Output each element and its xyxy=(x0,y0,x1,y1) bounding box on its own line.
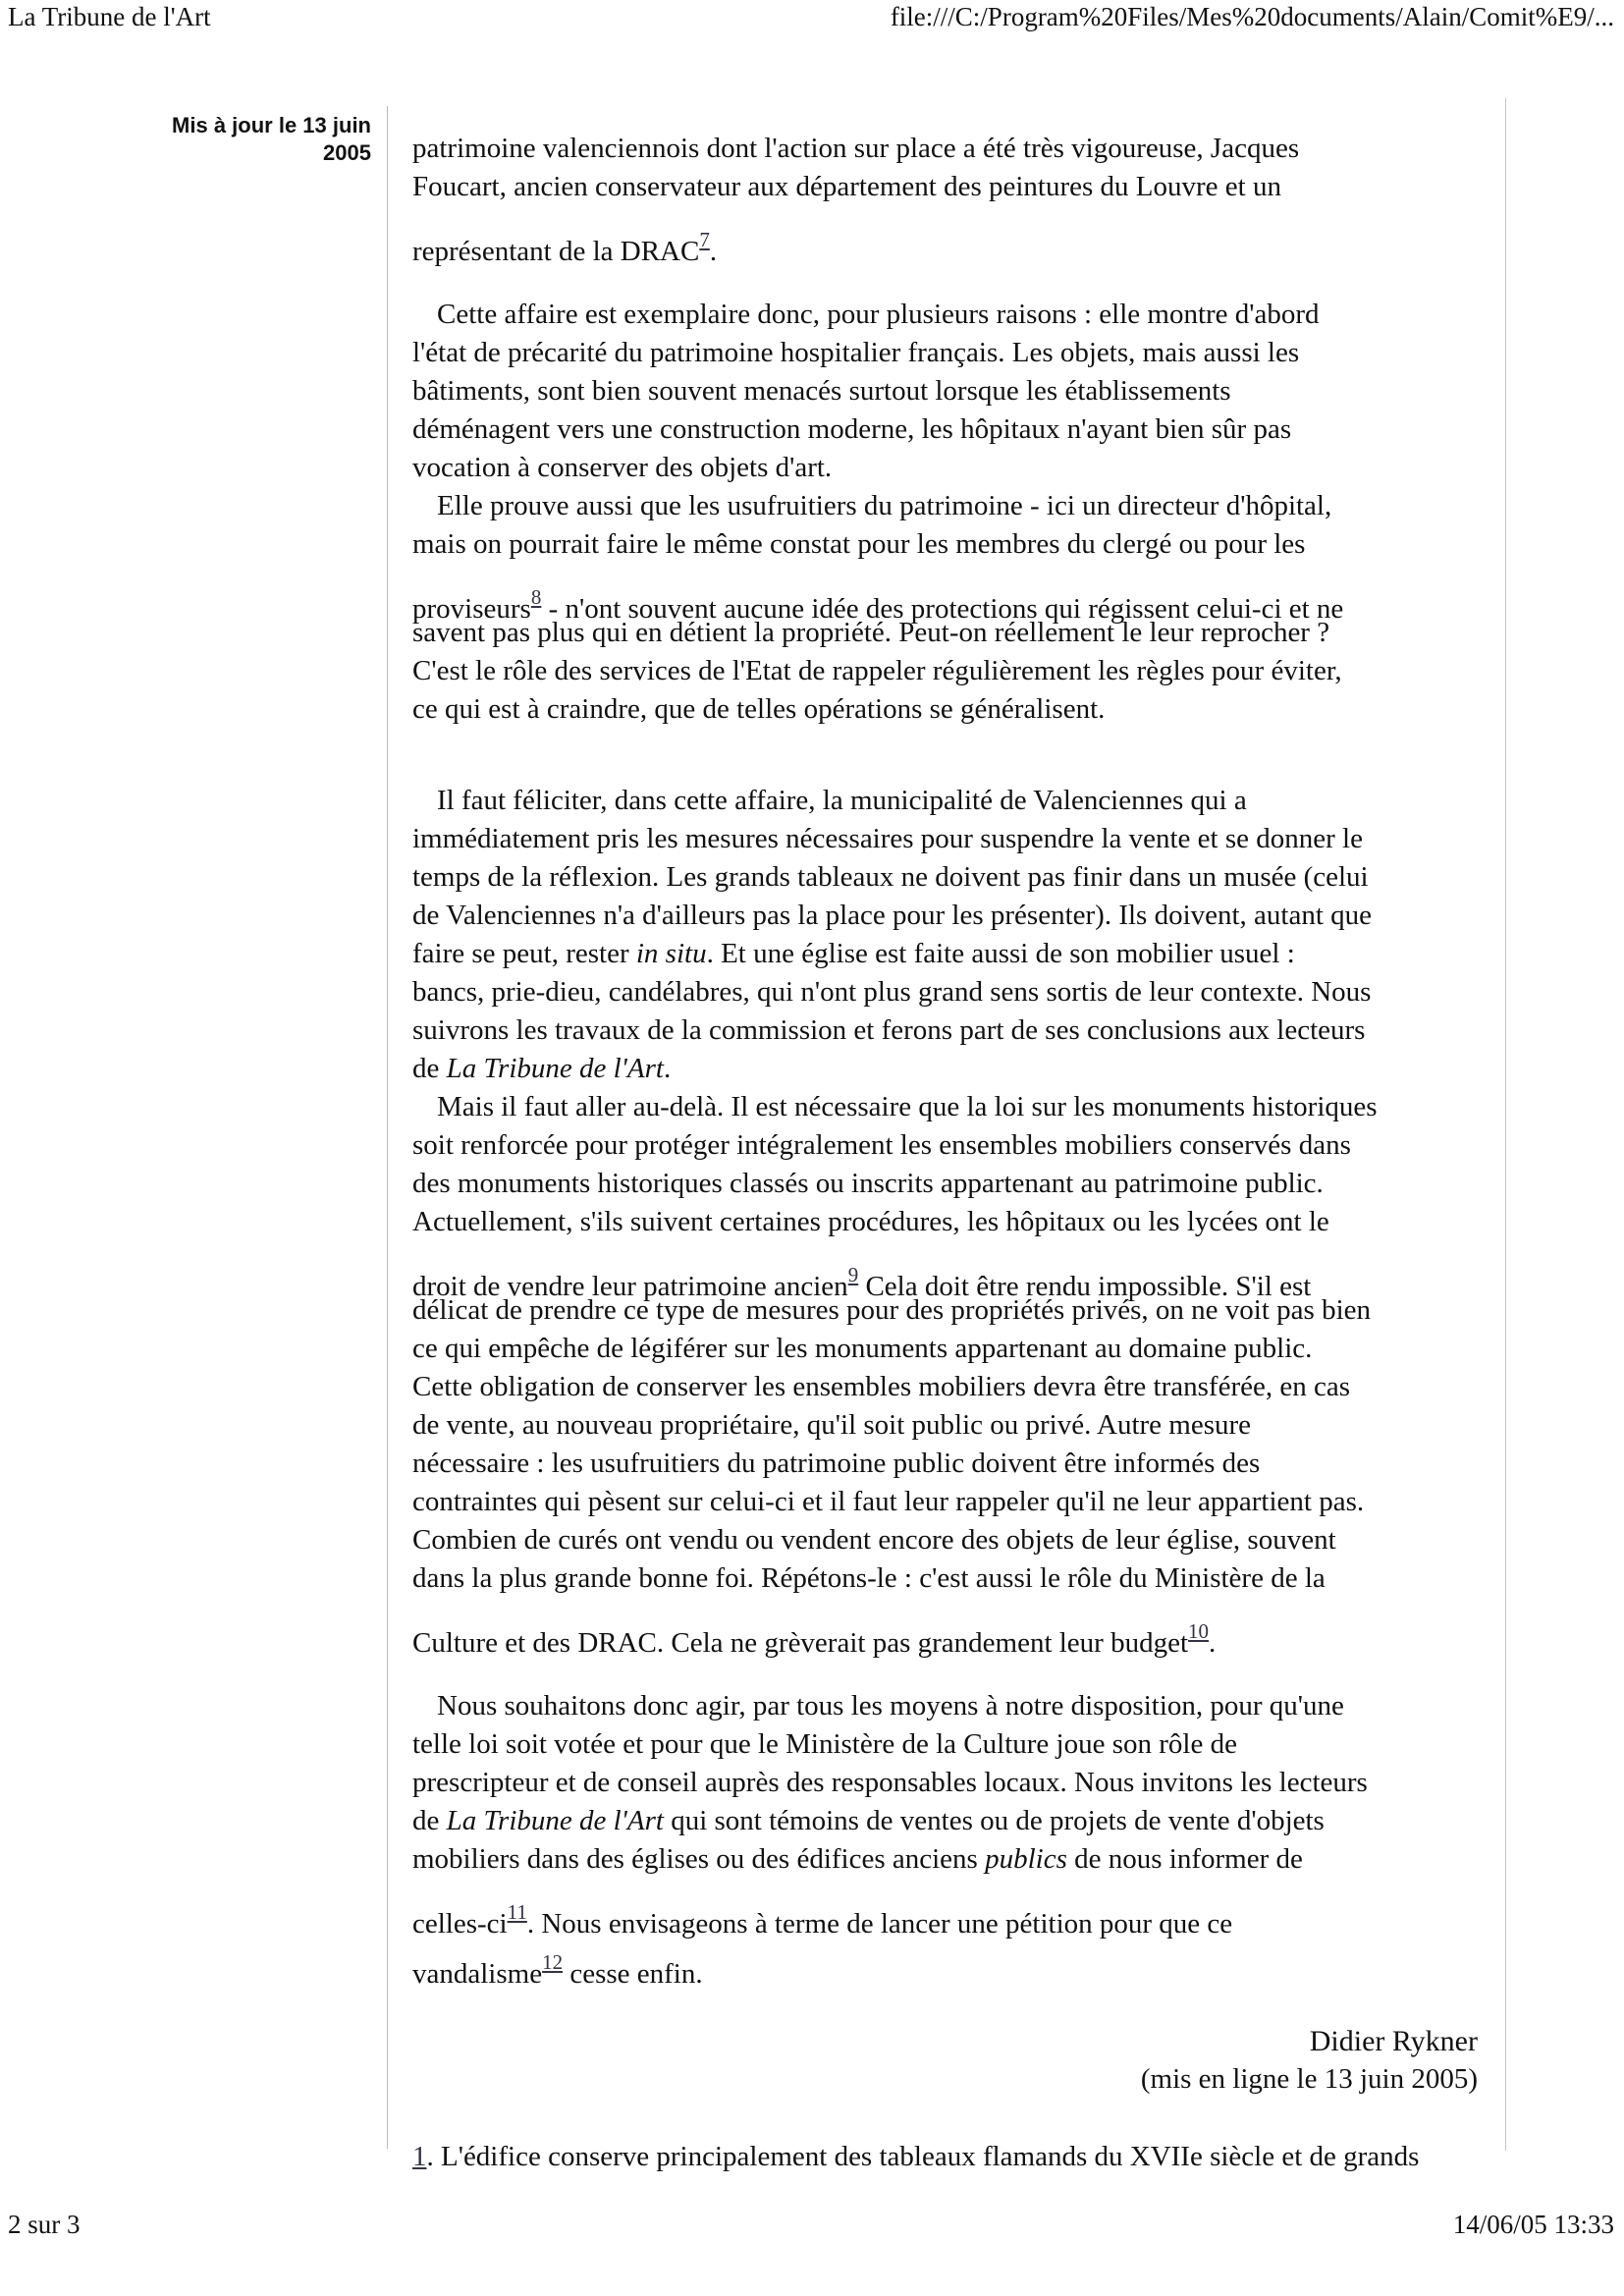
text-line: Combien de curés ont vendu ou vendent encore des objets de leur église, souvent xyxy=(412,1524,1336,1556)
text-span: qui sont témoins de ventes ou de projets de vente d'objets xyxy=(663,1805,1325,1836)
text-line: ce qui est à craindre, que de telles opérations se généralisent. xyxy=(412,693,1106,725)
text-line xyxy=(412,564,1492,625)
text-line: Mais il faut aller au-delà. Il est nécessaire que la loi sur les monuments historiques xyxy=(437,1091,1378,1122)
left-column-rule xyxy=(387,106,388,2149)
text-line: délicat de prendre ce type de mesures pour des propriétés privés, on ne voit pas bien xyxy=(412,1294,1372,1326)
text-span: Culture et des DRAC. Cela ne grèverait pas grandement leur budget xyxy=(412,1627,1189,1659)
update-note-line1: Mis à jour le 13 juin xyxy=(172,113,371,137)
footnote-link-11[interactable]: 11 xyxy=(507,1900,527,1924)
footnote-link-12[interactable]: 12 xyxy=(542,1950,564,1974)
text-line: savent pas plus qui en détient la propriété. Peut-on réellement le leur reprocher ? xyxy=(412,617,1330,648)
text-span: faire se peut, rester xyxy=(412,938,636,969)
right-column-rule xyxy=(1505,98,1506,2151)
text-span: représentant de la DRAC xyxy=(412,236,700,267)
update-note xyxy=(137,112,371,167)
text-line: nécessaire : les usufruitiers du patrimoine public doivent être informés des xyxy=(412,1448,1261,1479)
text-line: de Valenciennes n'a d'ailleurs pas la place pour les présenter). Ils doivent, autant que xyxy=(412,900,1373,931)
text-line: l'état de précarité du patrimoine hospitalier français. Les objets, mais aussi les xyxy=(412,337,1300,368)
text-span: - n'ont souvent aucune idée des protections qui régissent celui-ci et ne xyxy=(541,593,1344,625)
footnote-text: . L'édifice conserve principalement des tableaux flamands du XVIIe siècle et de grands xyxy=(426,2141,1420,2172)
text-line: vocation à conserver des objets d'art. xyxy=(412,452,833,483)
footnote-1 xyxy=(412,2138,1492,2176)
text-line xyxy=(412,1050,1492,1088)
text-line: Foucart, ancien conservateur aux département des peintures du Louvre et un xyxy=(412,171,1281,202)
text-span: Cela doit être rendu impossible. S'il est xyxy=(858,1271,1312,1302)
text-line: Elle prouve aussi que les usufruitiers du patrimoine - ici un directeur d'hôpital, xyxy=(437,490,1332,521)
page-header-url: file:///C:/Program%20Files/Mes%20documents/Alain/Comit%E9/... xyxy=(890,2,1614,31)
publication-title: La Tribune de l'Art xyxy=(446,1053,664,1084)
text-line xyxy=(412,1241,1492,1302)
text-span: proviseurs xyxy=(412,593,531,625)
text-line: bâtiments, sont bien souvent menacés surtout lorsque les établissements xyxy=(412,375,1231,407)
footnote-link-8[interactable]: 8 xyxy=(530,585,542,609)
text-line: soit renforcée pour protéger intégralement les ensembles mobiliers conservés dans xyxy=(412,1129,1351,1161)
italic-term: in situ xyxy=(635,938,707,969)
text-line: Il faut féliciter, dans cette affaire, la municipalité de Valenciennes qui a xyxy=(437,785,1247,816)
paragraph-3 xyxy=(412,487,1492,729)
text-line: dans la plus grande bonne foi. Répétons-le : c'est aussi le rôle du Ministère de la xyxy=(412,1562,1326,1594)
text-span: . Nous envisageons à terme de lancer une pétition pour que ce xyxy=(526,1908,1233,1940)
footnote-link-7[interactable]: 7 xyxy=(699,228,710,251)
update-note-line2: 2005 xyxy=(323,140,371,165)
print-timestamp: 14/06/05 13:33 xyxy=(1452,2210,1614,2239)
text-line: Cette obligation de conserver les ensembles mobiliers devra être transférée, en cas xyxy=(412,1371,1351,1402)
text-line: patrimoine valenciennois dont l'action sur place a été très vigoureuse, Jacques xyxy=(412,133,1300,164)
text-line xyxy=(412,1598,1492,1659)
text-line: prescripteur et de conseil auprès des responsables locaux. Nous invitons les lecteurs xyxy=(412,1767,1368,1798)
text-line: des monuments historiques classés ou inscrits appartenant au patrimoine public. xyxy=(412,1168,1324,1199)
page-header-title: La Tribune de l'Art xyxy=(8,2,211,31)
text-line: Nous souhaitons donc agir, par tous les moyens à notre disposition, pour qu'une xyxy=(437,1690,1344,1722)
text-line: immédiatement pris les mesures nécessaires pour suspendre la vente et se donner le xyxy=(412,823,1363,854)
text-span: mobiliers dans des églises ou des édifices anciens xyxy=(412,1843,986,1875)
text-line xyxy=(412,935,1492,973)
text-span: celles-ci xyxy=(412,1908,508,1940)
text-line: contraintes qui pèsent sur celui-ci et il faut leur rappeler qu'il ne leur appartient pas. xyxy=(412,1486,1365,1517)
text-line: Cette affaire est exemplaire donc, pour plusieurs raisons : elle montre d'abord xyxy=(437,299,1320,330)
text-line: mais on pourrait faire le même constat pour les membres du clergé ou pour les xyxy=(412,528,1306,560)
paragraph-gap xyxy=(412,729,1492,782)
text-line: telle loi soit votée et pour que le Ministère de la Culture joue son rôle de xyxy=(412,1728,1237,1760)
text-line: Actuellement, s'ils suivent certaines procédures, les hôpitaux ou les lycées ont le xyxy=(412,1206,1329,1237)
text-line xyxy=(412,1879,1492,1940)
text-line: déménagent vers une construction moderne, les hôpitaux n'ayant bien sûr pas xyxy=(412,413,1292,445)
text-span: . xyxy=(1209,1627,1217,1659)
text-span: . xyxy=(709,236,718,267)
text-line xyxy=(412,1802,1492,1840)
text-span: . Et une église est faite aussi de son mobilier usuel : xyxy=(706,938,1295,969)
footnote-link-9[interactable]: 9 xyxy=(847,1263,859,1286)
text-line: temps de la réflexion. Les grands tableaux ne doivent pas finir dans un musée (celui xyxy=(412,861,1369,893)
paragraph-1 xyxy=(412,130,1492,267)
text-span: de nous informer de xyxy=(1066,1843,1303,1875)
text-line xyxy=(412,206,1492,267)
footnote-number-1[interactable]: 1 xyxy=(412,2141,427,2172)
text-line: de vente, au nouveau propriétaire, qu'il soit public ou privé. Autre mesure xyxy=(412,1409,1252,1441)
italic-term: publics xyxy=(985,1843,1067,1875)
publish-date: (mis en ligne le 13 juin 2005) xyxy=(1140,2063,1478,2095)
text-line: C'est le rôle des services de l'Etat de rappeler régulièrement les règles pour éviter, xyxy=(412,655,1342,686)
publication-title: La Tribune de l'Art xyxy=(446,1805,664,1836)
text-span: de xyxy=(412,1053,447,1084)
author-name: Didier Rykner xyxy=(1309,2025,1478,2057)
text-span: cesse enfin. xyxy=(563,1958,703,1990)
paragraph-6 xyxy=(412,1687,1492,1990)
text-line xyxy=(412,1840,1492,1879)
paragraph-5 xyxy=(412,1088,1492,1659)
text-line: suivrons les travaux de la commission et ferons part de ses conclusions aux lecteurs xyxy=(412,1014,1366,1046)
paragraph-2 xyxy=(412,296,1492,487)
text-span: vandalisme xyxy=(412,1958,543,1990)
text-span: . xyxy=(663,1053,672,1084)
article-body xyxy=(412,130,1492,2176)
signature xyxy=(412,2022,1492,2099)
paragraph-4 xyxy=(412,782,1492,1088)
text-line: bancs, prie-dieu, candélabres, qui n'ont plus grand sens sortis de leur contexte. Nous xyxy=(412,976,1372,1008)
text-span: de xyxy=(412,1805,447,1836)
page-counter: 2 sur 3 xyxy=(8,2210,81,2239)
text-line: ce qui empêche de légiférer sur les monuments appartenant au domaine public. xyxy=(412,1333,1313,1364)
paragraph-gap xyxy=(412,2099,1492,2138)
footnote-link-10[interactable]: 10 xyxy=(1188,1619,1210,1643)
text-span: droit de vendre leur patrimoine ancien xyxy=(412,1271,848,1302)
